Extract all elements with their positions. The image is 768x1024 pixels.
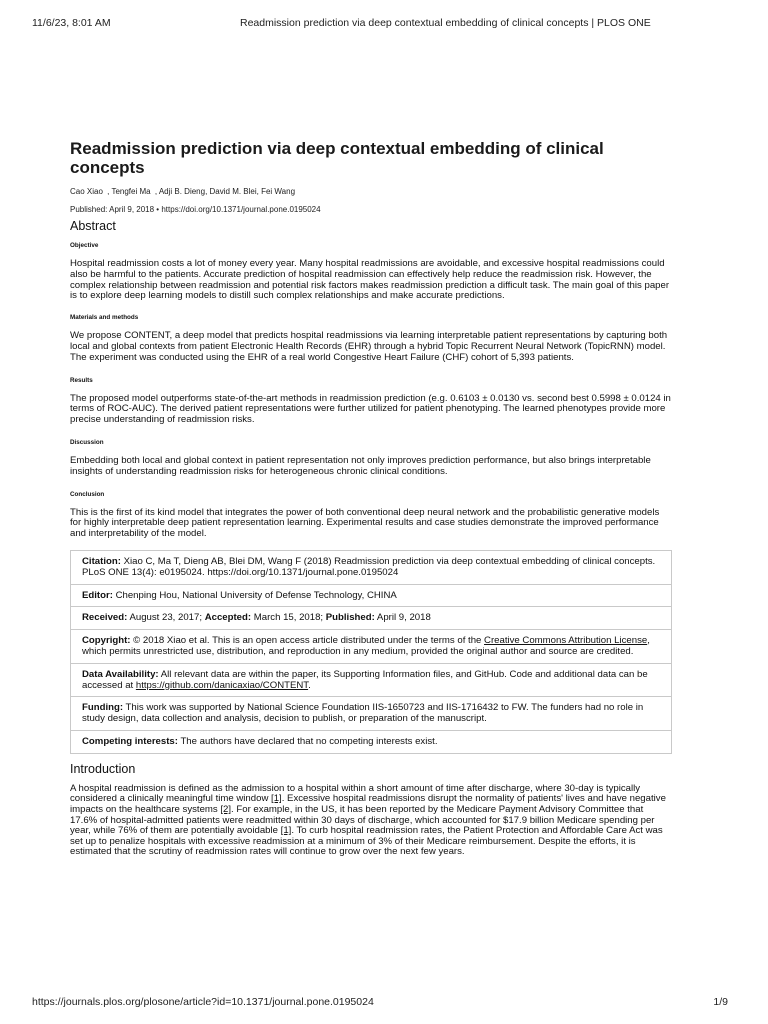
competing-interests-row — [71, 730, 671, 753]
abstract-discussion — [70, 439, 672, 478]
accepted-label: Accepted: — [204, 612, 252, 624]
publication-line — [70, 205, 672, 214]
copyright-label: Copyright: — [82, 635, 131, 647]
abstract-subheading: Results — [70, 376, 93, 384]
citation-label: Citation: — [82, 555, 121, 567]
abstract-paragraph: The proposed model outperforms state-of-the-art methods in readmission prediction (e.g. 0.6103 ± 0.0130 vs. second best 0.5998 ± 0.0124 in terms of ROC-AUC). The derived patient representations were further utilized for patient phenotyping. The learned phenotypes provide more precise understanding of readmission risks. — [70, 392, 671, 426]
citation-row — [71, 551, 671, 584]
github-link[interactable]: https://github.com/danicaxiao/CONTENT — [135, 679, 309, 691]
published-date: April 9, 2018 — [109, 205, 155, 214]
intro-text: . For example, in the US, it has been reported by the Medicare Payment Advisory Committee that 17.6% of hospital-admitted patients were readmitted within 30 days of discharge, which accounted for $17.9 billion Medicare spending per year, while 76% of them are potentially avoidable — [70, 803, 655, 837]
editor-label: Editor: — [82, 589, 113, 601]
article-content — [70, 139, 672, 858]
received-date: August 23, 2017; — [127, 612, 205, 624]
editor-row — [71, 584, 671, 607]
doi-link[interactable]: https://doi.org/10.1371/journal.pone.0195024 — [161, 205, 321, 214]
funding-row — [71, 696, 671, 730]
abstract-subheading: Materials and methods — [70, 314, 139, 322]
introduction-paragraph — [70, 784, 672, 858]
article-info-box — [70, 550, 672, 754]
accepted-date: March 15, 2018; — [251, 612, 326, 624]
data-availability-text: All relevant data are within the paper, its Supporting Information files, and GitHub. Code and additional data can be accessed at — [82, 668, 648, 691]
article-title: Readmission prediction via deep contextual embedding of clinical concepts — [70, 139, 604, 177]
competing-interests-label: Competing interests: — [82, 735, 178, 747]
abstract-methods — [70, 314, 672, 363]
copyright-row — [71, 629, 671, 663]
abstract-subheading: Conclusion — [70, 490, 105, 498]
abstract-paragraph: Hospital readmission costs a lot of money every year. Many hospital readmissions are avoidable, and excessive hospital readmissions could also be harmful to the patients. Accurate prediction of hospital readmission can effectively help reduce the readmission risk. However, the complex relationship between readmission and potential risk factors makes readmission prediction a difficult task. The main goal of this paper is to explore deep learning models to distill such complex relationships and make accurate predictions. — [70, 258, 670, 302]
competing-interests-text: The authors have declared that no competing interests exist. — [177, 735, 438, 747]
reference-link[interactable]: [1] — [271, 793, 282, 805]
copyright-text: © 2018 Xiao et al. This is an open access article distributed under the terms of the — [130, 635, 485, 647]
published-label: Published: — [325, 612, 375, 624]
copyright-text: , which permits unrestricted use, distribution, and reproduction in any medium, provided the original author and source are credited. — [82, 635, 650, 657]
license-link[interactable]: Creative Commons Attribution License — [484, 635, 648, 647]
data-availability-label: Data Availability: — [82, 668, 159, 680]
data-availability-text: . — [308, 679, 311, 691]
author-link[interactable]: , Tengfei Ma — [107, 187, 151, 196]
received-label: Received: — [82, 612, 128, 624]
reference-link[interactable]: [2] — [220, 803, 232, 815]
published-date: April 9, 2018 — [374, 612, 431, 624]
editor-text: Chenping Hou, National University of Defense Technology, CHINA — [112, 589, 397, 601]
abstract-paragraph: This is the first of its kind model that integrates the power of both conventional deep neural network and the probabilistic generative models for highly interpretable deep patient representation learning. Experimental results and case studies demonstrate the improved performance and interpretability of the model. — [70, 506, 660, 540]
print-page-title: Readmission prediction via deep contextual embedding of clinical concepts | PLOS ONE — [240, 17, 651, 29]
funding-label: Funding: — [82, 702, 124, 714]
abstract-subheading: Objective — [70, 242, 99, 249]
data-availability-row — [71, 663, 671, 697]
author-list — [70, 187, 672, 197]
intro-text: . To curb hospital readmission rates, the Patient Protection and Affordable Care Act was set up to penalize hospitals with excessive readmission at a minimum of 3% of their Medicare reimbursement. Despite the efforts, it is estimated that the scrutiny of readmission rates will continue to grow over the next few years. — [70, 825, 663, 858]
abstract-objective — [70, 242, 672, 302]
introduction-heading: Introduction — [70, 761, 136, 776]
reference-link[interactable]: [1] — [280, 825, 292, 837]
abstract-subheading: Discussion — [70, 438, 104, 446]
abstract-paragraph: We propose CONTENT, a deep model that predicts hospital readmissions via learning interpretable patient representations by capturing both local and global contexts from patient Electronic Health Records (EHR) through a hybrid Topic Recurrent Neural Network (TopicRNN) model. The experiment was conducted using the EHR of a real world Congestive Heart Failure (CHF) cohort of 5,393 patients. — [70, 330, 668, 363]
intro-text: A hospital readmission is defined as the admission to a hospital within a short amount of time after discharge, where 30-day is typically considered a clinically meaningful time window — [70, 782, 641, 805]
abstract-results — [70, 377, 672, 426]
published-label: Published: — [70, 205, 108, 214]
abstract-heading: Abstract — [70, 219, 116, 233]
author-link[interactable]: , Adji B. Dieng, David M. Blei, Fei Wang — [154, 187, 296, 196]
abstract-conclusion — [70, 491, 672, 540]
funding-text: This work was supported by National Science Foundation IIS-1650723 and IIS-1716432 to FW. The funders had no role in study design, data collection and analysis, decision to publish, or preparation of the manuscript. — [82, 702, 644, 725]
author-link[interactable]: Cao Xiao — [70, 187, 103, 196]
dates-row — [71, 606, 671, 629]
print-url: https://journals.plos.org/plosone/article?id=10.1371/journal.pone.0195024 — [32, 996, 374, 1008]
bullet-separator: • — [156, 205, 160, 214]
print-page-number: 1/9 — [713, 996, 728, 1008]
intro-text: . Excessive hospital readmissions disrupt the normality of patients' lives and have negative impacts on the healthcare systems — [70, 793, 666, 815]
abstract-paragraph: Embedding both local and global context in patient representation not only improves prediction performance, but also brings interpretable insights of understanding readmission risks for heterogeneous chronic clinical conditions. — [70, 454, 651, 477]
citation-text: Xiao C, Ma T, Dieng AB, Blei DM, Wang F (2018) Readmission prediction via deep contextual embedding of clinical concepts. PLoS ONE 13(4): e0195024. https://doi.org/10.1371/journal.pone.0195024 — [82, 555, 656, 578]
print-date: 11/6/23, 8:01 AM — [32, 17, 111, 29]
